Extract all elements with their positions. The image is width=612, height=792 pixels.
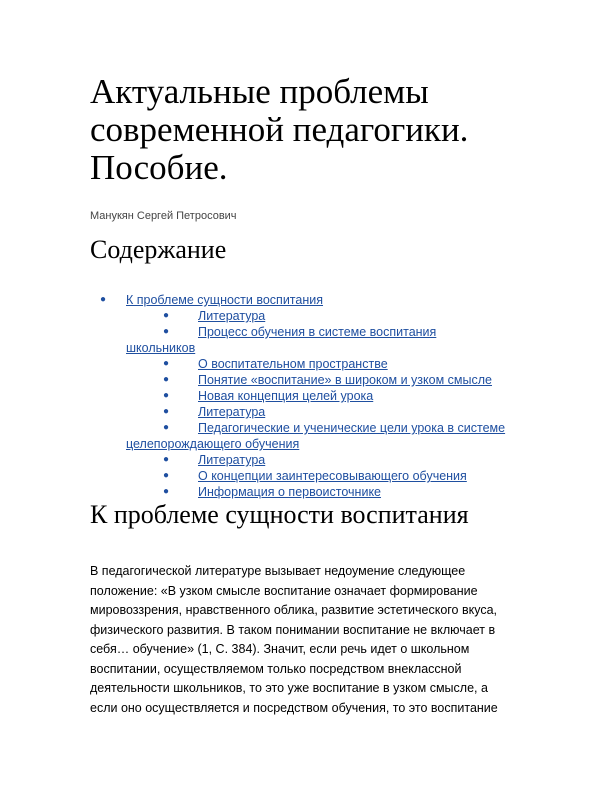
- bullet-icon: ●: [163, 486, 170, 497]
- toc-link[interactable]: Литература: [198, 309, 266, 323]
- toc-item[interactable]: [198, 453, 265, 467]
- body-line: деятельности школьников, то это уже воспитание в узком смысле, а: [90, 681, 488, 695]
- toc-link[interactable]: Литература: [198, 453, 266, 467]
- body-line: физического развития. В таком понимании воспитание не включает в: [90, 622, 496, 637]
- body-line: себя… обучение» (1, С. 384). Значит, если речь идет о школьном: [90, 642, 470, 656]
- toc-item[interactable]: [198, 421, 505, 435]
- toc-item[interactable]: [198, 389, 373, 403]
- toc-link[interactable]: К проблеме сущности воспитания: [126, 293, 324, 307]
- toc-link[interactable]: Литература: [198, 405, 266, 419]
- toc-item[interactable]: [198, 309, 265, 323]
- bullet-icon: ●: [163, 374, 170, 385]
- body-paragraph: [90, 562, 530, 718]
- toc-link[interactable]: О воспитательном пространстве: [198, 357, 388, 371]
- title-line: современной педагогики.: [90, 110, 469, 149]
- toc-link[interactable]: целепорождающего обучения: [126, 437, 300, 451]
- bullet-icon: ●: [163, 406, 170, 417]
- body-line: воспитании, осуществляемом только посредством внеклассной: [90, 661, 462, 676]
- toc-link[interactable]: Понятие «воспитание» в широком и узком смысле: [198, 373, 492, 387]
- toc-link[interactable]: Процесс обучения в системе воспитания: [198, 325, 437, 339]
- bullet-icon: ●: [163, 310, 170, 321]
- toc-link[interactable]: школьников: [126, 341, 196, 355]
- bullet-icon: ●: [163, 326, 170, 337]
- toc-item[interactable]: [126, 293, 323, 307]
- toc-item[interactable]: [198, 357, 388, 371]
- body-line: положение: «В узком смысле воспитание означает формирование: [90, 583, 478, 598]
- bullet-icon: ●: [163, 358, 170, 369]
- toc-link[interactable]: Новая концепция целей урока: [198, 389, 374, 403]
- toc-item[interactable]: [198, 325, 436, 339]
- bullet-icon: ●: [163, 390, 170, 401]
- section-heading: К проблеме сущности воспитания: [90, 500, 469, 529]
- author-name: Манукян Сергей Петросович: [90, 210, 237, 222]
- toc-link[interactable]: Информация о первоисточнике: [198, 485, 382, 499]
- bullet-icon: ●: [100, 294, 107, 305]
- toc-item[interactable]: [198, 485, 381, 499]
- toc-item[interactable]: [198, 469, 467, 483]
- toc-heading: Содержание: [90, 235, 227, 264]
- bullet-icon: ●: [163, 470, 170, 481]
- toc-item-continuation[interactable]: [126, 437, 299, 451]
- toc-link[interactable]: О концепции заинтересовывающего обучения: [198, 469, 467, 483]
- bullet-icon: ●: [163, 422, 170, 433]
- toc-item[interactable]: [198, 373, 492, 387]
- body-line: если оно осуществляется и посредством обучения, то это воспитание: [90, 700, 498, 715]
- body-line: мировоззрения, нравственного облика, развитие эстетического вкуса,: [90, 603, 498, 617]
- toc-item-continuation[interactable]: [126, 341, 195, 355]
- title-line: Пособие.: [90, 148, 228, 187]
- bullet-icon: ●: [163, 454, 170, 465]
- toc-item[interactable]: [198, 405, 265, 419]
- toc-link[interactable]: Педагогические и ученические цели урока в системе: [198, 421, 506, 435]
- body-line: В педагогической литературе вызывает недоумение следующее: [90, 564, 466, 578]
- title-line: Актуальные проблемы: [90, 72, 429, 111]
